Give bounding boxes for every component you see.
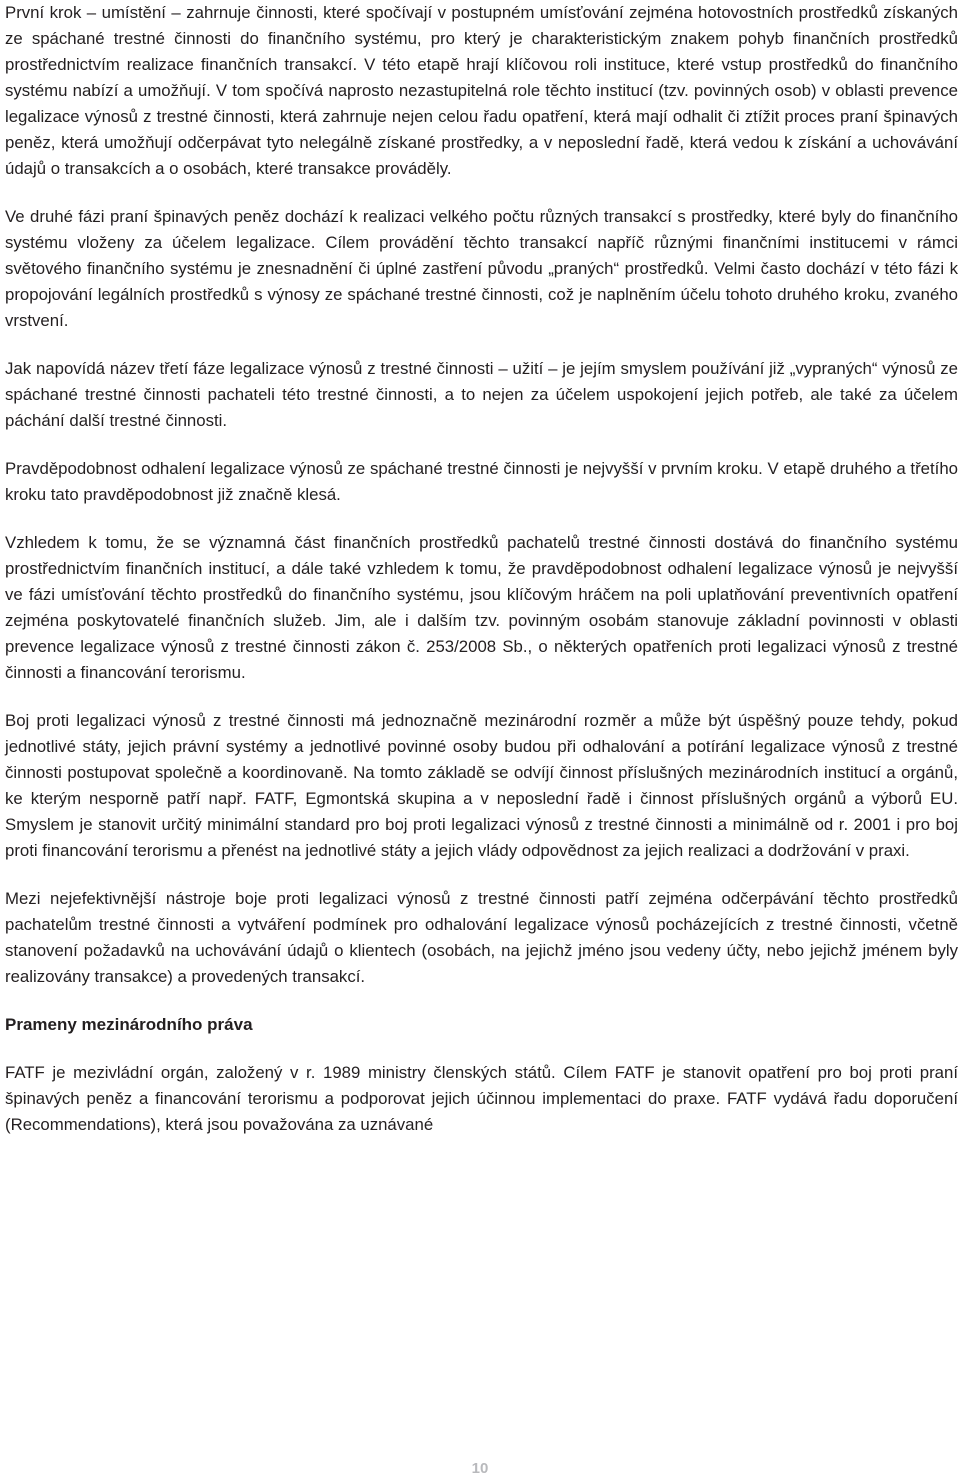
paragraph-fatf: FATF je mezivládní orgán, založený v r. 1989 ministry členských států. Cílem FATF je stanovit opatření pro boj proti praní špinavých peněz a financování terorismu a podporovat jejich účinnou implementaci do praxe. FATF vydává řadu doporučení (Recommendations), která jsou považována za uznávané — [5, 1063, 958, 1134]
page-number: 10 — [471, 1460, 489, 1477]
section-heading: Prameny mezinárodního práva — [5, 1015, 253, 1034]
paragraph-effective-tools: Mezi nejefektivnější nástroje boje proti legalizaci výnosů z trestné činnosti patří zejména odčerpávání těchto prostředků pachatelům trestné činnosti a vytváření podmínek pro odhalování legalizace výnosů pocházejících z trestné činnosti, včetně stanovení požadavků na uchovávání údajů o klientech (osobách, na jejichž jméno jsou vedeny účty, nebo jejichž jménem byly realizovány transakce) a provedených transakcí. — [5, 889, 958, 986]
paragraph-financial-institutions: Vzhledem k tomu, že se významná část finančních prostředků pachatelů trestné činnosti dostává do finančního systému prostřednictvím finančních institucí, a dále také vzhledem k tomu, že pravděpodobnost odhalení legalizace výnosů je nejvyšší ve fázi umísťování těchto prostředků do finančního systému, jsou klíčovým hráčem na poli uplatňování preventivních opatření zejména poskytovatelé finančních služeb. Jim, ale i dalším tzv. povinným osobám stanovuje základní povinnosti v oblasti prevence legalizace výnosů z trestné činnosti zákon č. 253/2008 Sb., o některých opatřeních proti legalizaci výnosů z trestné činnosti a financování terorismu. — [5, 533, 958, 682]
paragraph-placement: První krok – umístění – zahrnuje činnosti, které spočívají v postupném umísťování zejména hotovostních prostředků získaných ze spáchané trestné činnosti do finančního systému, pro který je charakteristickým znakem pohyb finančních prostředků prostřednictvím realizace finančních transakcí. V této etapě hrají klíčovou roli instituce, které vstup prostředků do finančního systému nabízí a umožňují. V tom spočívá naprosto nezastupitelná role těchto institucí (tzv. povinných osob) v oblasti prevence legalizace výnosů z trestné činnosti, která zahrnuje nejen celou řadu opatření, která mají odhalit či ztížit proces praní špinavých peněz, která umožňují odčerpávat tyto nelegálně získané prostředky, a v neposlední řadě, která vedou k získání a uchovávání údajů o transakcích a o osobách, které transakce prováděly. — [5, 3, 958, 178]
paragraph-integration: Jak napovídá název třetí fáze legalizace výnosů z trestné činnosti – užití – je jejím smyslem používání již „vypraných“ výnosů ze spáchané trestné činnosti pachateli této trestné činnosti, a to nejen za účelem uspokojení jejich potřeb, ale také za účelem páchání další trestné činnosti. — [5, 359, 958, 430]
paragraph-layering: Ve druhé fázi praní špinavých peněz dochází k realizaci velkého počtu různých transakcí s prostředky, které byly do finančního systému vloženy za účelem legalizace. Cílem provádění těchto transakcí napříč různými finančními institucemi v rámci světového finančního systému je znesnadnění či úplné zastření původu „praných“ prostředků. Velmi často dochází v této fázi k propojování legálních prostředků s výnosy ze spáchané trestné činnosti, což je naplněním účelu tohoto druhého kroku, zvaného vrstvení. — [5, 207, 958, 330]
document-page — [5, 0, 958, 1484]
paragraph-detection-probability: Pravděpodobnost odhalení legalizace výnosů ze spáchané trestné činnosti je nejvyšší v prvním kroku. V etapě druhého a třetího kroku tato pravděpodobnost již značně klesá. — [5, 459, 958, 504]
paragraph-international-dimension: Boj proti legalizaci výnosů z trestné činnosti má jednoznačně mezinárodní rozměr a může být úspěšný pouze tehdy, pokud jednotlivé státy, jejich právní systémy a jednotlivé povinné osoby budou při odhalování a potírání legalizace výnosů z trestné činnosti postupovat společně a koordinovaně. Na tomto základě se odvíjí činnost příslušných mezinárodních institucí a orgánů, ke kterým nesporně patří např. FATF, Egmontská skupina a v neposlední řadě i činnost příslušných orgánů a výborů EU. Smyslem je stanovit určitý minimální standard pro boj proti legalizaci výnosů z trestné činnosti a minimálně od r. 2001 i pro boj proti financování terorismu a přenést na jednotlivé státy a jejich vlády odpovědnost za jejich realizaci a dodržování v praxi. — [5, 711, 958, 860]
